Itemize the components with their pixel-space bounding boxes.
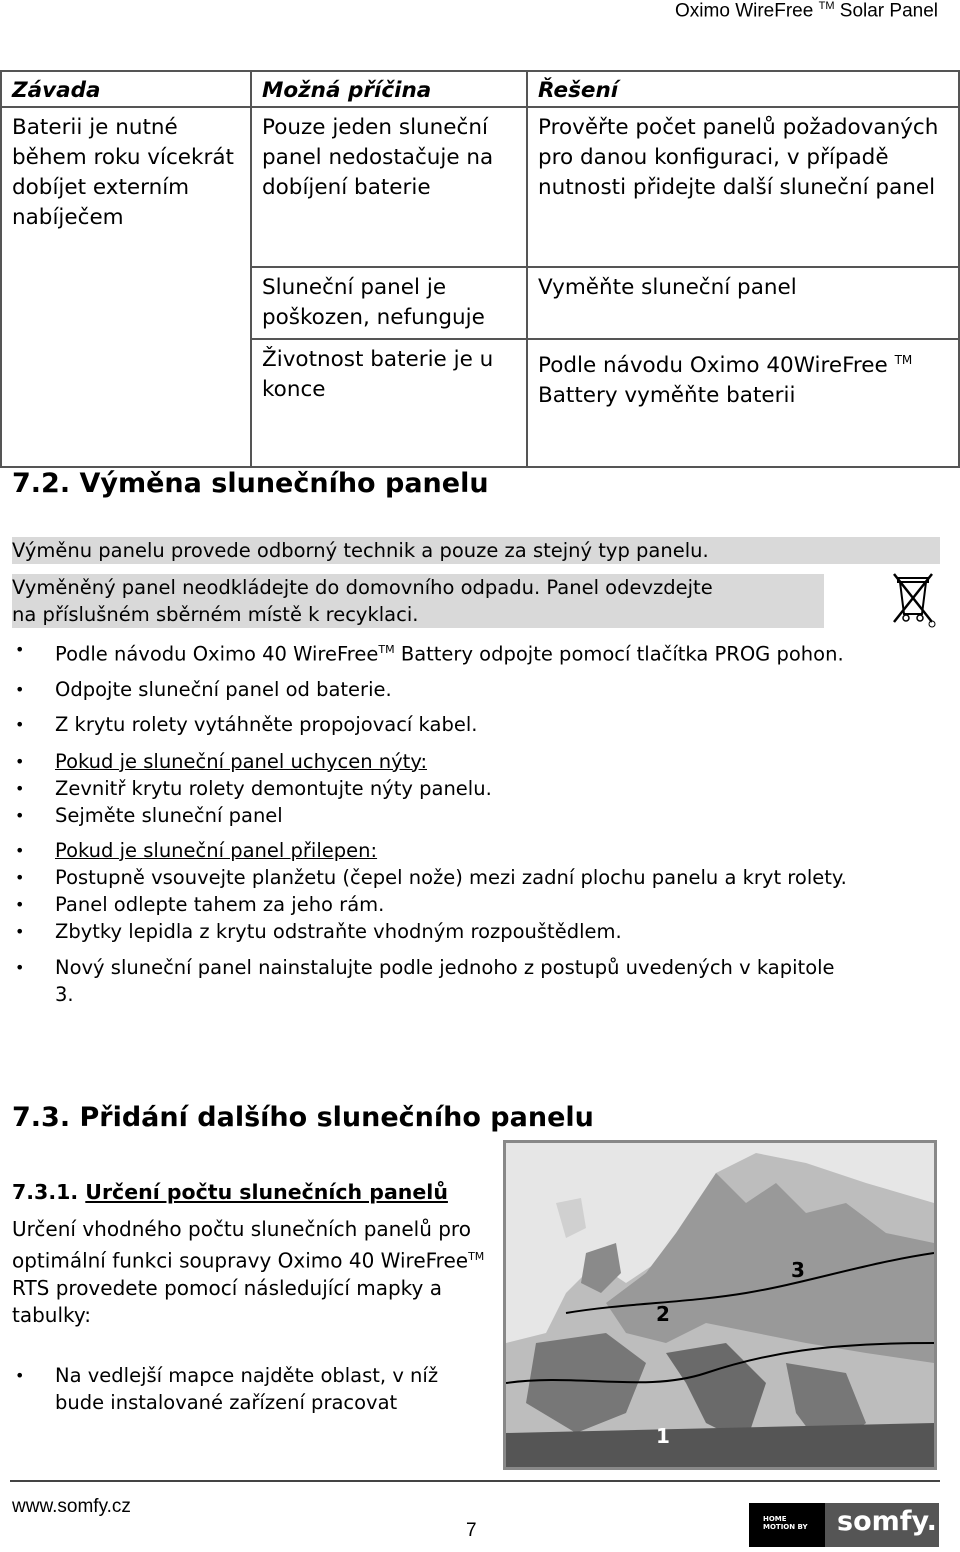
logo-text: MOTION BY <box>763 1523 808 1531</box>
tm-mark: TM <box>468 1250 485 1263</box>
list-item-text: Na vedlejší mapce najděte oblast, v níž bude instalované zařízení pracovat <box>55 1364 439 1414</box>
subsection-title <box>12 1180 448 1204</box>
list-item <box>12 864 912 891</box>
zone-label: 1 <box>656 1424 670 1448</box>
cause-cell: Životnost baterie je u konce <box>251 339 527 467</box>
header-suffix: Solar Panel <box>839 0 938 22</box>
solution-text: Podle návodu Oximo 40WireFree <box>538 353 888 379</box>
cause-cell: Sluneční panel je poškozen, nefunguje <box>251 267 527 339</box>
list-item-text: Postupně vsouvejte planžetu (čepel nože) mezi zadní plochu panelu a kryt rolety. <box>55 865 847 889</box>
header-cause: Možná příčina <box>251 71 527 107</box>
logo-text: HOME <box>763 1515 787 1523</box>
solution-cell: Vyměňte sluneční panel <box>527 267 959 339</box>
zone-label: 3 <box>791 1258 805 1282</box>
intro-text: RTS provedete pomocí následující mapky a tabulky: <box>12 1275 442 1327</box>
cause-cell: Pouze jeden sluneční panel nedostačuje na dobíjení baterie <box>251 107 527 267</box>
solution-cell: Prověřte počet panelů požadovaných pro danou konfiguraci, v případě nutnosti přidejte další sluneční panel <box>527 107 959 267</box>
steps-list <box>12 636 912 1008</box>
list-item <box>12 802 912 829</box>
list-item-text: Odpojte sluneční panel od baterie. <box>55 677 392 701</box>
list-item <box>12 676 912 703</box>
zone-label: 2 <box>656 1302 670 1326</box>
fault-cell: Baterii je nutné během roku vícekrát dobíjet externím nabíječem <box>1 107 251 467</box>
solution-cell <box>527 339 959 467</box>
map-graphic <box>506 1143 934 1467</box>
page-header <box>675 0 938 22</box>
solution-text: Battery vyměňte baterii <box>538 383 796 409</box>
list-item <box>12 636 912 668</box>
header-title: Oximo WireFree <box>675 0 814 22</box>
notice-line: Výměnu panelu provede odborný technik a pouze za stejný typ panelu. <box>12 537 940 564</box>
map-instructions <box>12 1362 492 1416</box>
intro-text: Určení vhodného počtu slunečních panelů pro optimální funkci soupravy Oximo 40 WireFree <box>12 1217 471 1273</box>
somfy-logo: somfy. <box>825 1503 939 1547</box>
list-item <box>12 837 912 864</box>
list-item <box>12 775 912 802</box>
fault-table <box>0 70 960 468</box>
list-item-text: Zevnitř krytu rolety demontujte nýty panelu. <box>55 776 492 800</box>
subsection-number: 7.3.1. <box>12 1180 79 1204</box>
europe-zone-map <box>503 1140 937 1470</box>
section-title-7-3: 7.3. Přidání dalšího slunečního panelu <box>12 1102 594 1133</box>
list-item-text: Battery odpojte pomocí tlačítka PROG pohon. <box>400 642 844 666</box>
list-item-text: Z krytu rolety vytáhněte propojovací kabel. <box>55 712 478 736</box>
header-tm: TM <box>818 0 835 12</box>
notice-block <box>12 537 940 628</box>
table-header-row <box>1 71 959 107</box>
list-item <box>12 748 912 775</box>
list-item-text: Pokud je sluneční panel uchycen nýty: <box>55 749 428 773</box>
notice-line: na příslušném sběrném místě k recyklaci. <box>12 601 824 628</box>
tm-mark: TM <box>378 643 395 656</box>
footer-divider <box>10 1480 940 1482</box>
recycling-bin-icon <box>892 570 938 628</box>
page-number: 7 <box>466 1520 477 1541</box>
table-row <box>1 107 959 267</box>
list-item-text: Sejměte sluneční panel <box>55 803 283 827</box>
list-item-text: Podle návodu Oximo 40 WireFree <box>55 642 379 666</box>
section-title-7-2: 7.2. Výměna slunečního panelu <box>12 468 489 499</box>
list-item-text: Zbytky lepidla z krytu odstraňte vhodným rozpouštědlem. <box>55 919 622 943</box>
list-item-text: Pokud je sluneční panel přilepen: <box>55 838 378 862</box>
footer-url[interactable]: www.somfy.cz <box>12 1496 131 1517</box>
header-fault: Závada <box>1 71 251 107</box>
header-solution: Řešení <box>527 71 959 107</box>
list-item-text: Panel odlepte tahem za jeho rám. <box>55 892 385 916</box>
notice-line: Vyměněný panel neodkládejte do domovního odpadu. Panel odevzdejte <box>12 574 824 601</box>
tm-mark: TM <box>894 353 913 367</box>
list-item <box>12 1362 492 1416</box>
list-item <box>12 918 912 945</box>
home-motion-logo <box>749 1503 825 1547</box>
subsection-name: Určení počtu slunečních panelů <box>85 1180 448 1204</box>
list-item <box>12 954 852 1008</box>
intro-paragraph <box>12 1216 502 1329</box>
list-item <box>12 891 912 918</box>
list-item-text: Nový sluneční panel nainstalujte podle jednoho z postupů uvedených v kapitole 3. <box>55 955 835 1006</box>
list-item <box>12 711 912 738</box>
